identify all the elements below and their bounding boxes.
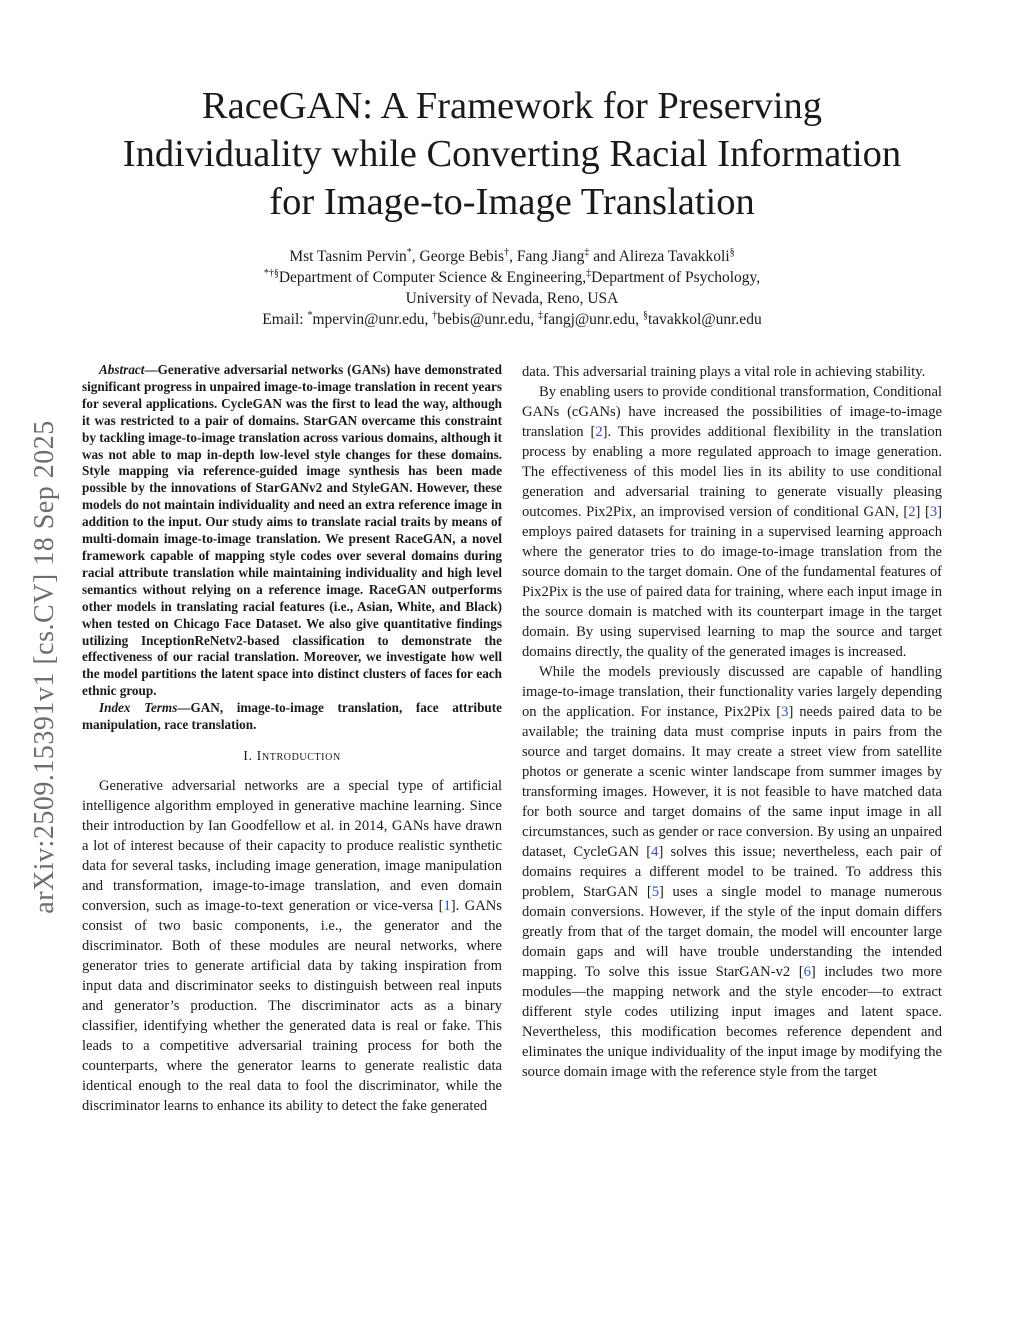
abstract-label: Abstract [99,362,145,377]
email-2: bebis@unr.edu, [437,311,539,328]
author-1-mark: * [406,247,412,258]
author-4-mark: § [729,247,735,258]
author-3: Fang Jiang [516,248,585,265]
email-label: Email: [262,311,308,328]
intro-paragraph-3 [522,662,942,1082]
affiliation-1-marks: *†§ [263,268,279,279]
citation-link[interactable]: 1 [443,897,451,914]
citation-link[interactable]: 6 [803,964,811,980]
author-4: Alireza Tavakkoli [618,248,730,265]
citation-link[interactable]: 2 [595,424,603,440]
affiliation-2-mark: ‡ [586,268,592,279]
citation-link[interactable]: 5 [651,884,659,900]
index-terms-text: —GAN, image-to-image translation, face attribute manipulation, race translation. [82,700,502,733]
abstract [82,362,502,700]
affiliation-1-text: Department of Computer Science & Engineering, [278,269,587,286]
paragraph-text: ] solves this issue; nevertheless, each pair of domains requires a different model to be trained. To address this problem, StarGAN [ [522,844,943,900]
email-2-mark: † [432,310,438,321]
intro-paragraph-2 [522,382,942,662]
title-line-2: Individuality while Converting Racial Information [122,133,902,175]
author-separator: , [411,248,420,265]
citation-link[interactable]: 3 [929,504,938,520]
paragraph-text: ]. GANs consist of two basic components, i.e., the generator and the discriminator. Both of these modules are neural networks, where generator tries to generate artificial data by taking inspiration from input data and discriminator seeks to distinguish between real inputs and generator’s production. The discriminator acts as a binary classifier, identifying whether the generated data is real or fake. This leads to a competitive adversarial training process for both the counterparts, where the generator learns to generate realistic data identical enough to the real data to fool the discriminator, while the discriminator learns to enhance its ability to detect the fake generated [82,897,502,1114]
section-heading: I. Introduction [243,748,341,764]
affiliation-line-1 [90,267,934,288]
email-4-mark: § [642,310,648,321]
email-1-mark: * [307,310,313,321]
email-3-mark: ‡ [538,310,544,321]
index-terms-label: Index Terms [99,700,178,716]
arxiv-identifier-text: arXiv:2509.15391v1 [cs.CV] 18 Sep 2025 [29,420,60,914]
title-line-1: RaceGAN: A Framework for Preserving [201,85,823,127]
author-names [90,246,934,267]
email-1: mpervin@unr.edu, [312,311,433,328]
index-terms [82,700,502,734]
author-1: Mst Tasnim Pervin [289,248,407,265]
paper-title [90,82,934,226]
author-3-mark: ‡ [584,247,590,258]
paragraph-text: Generative adversarial networks are a special type of artificial intelligence algorithm employed in generative machine learning. Since their introduction by Ian Goodfellow et al. in 2014, GANs have drawn a lot of interest because of their capacity to produce realistic synthetic data for several tasks, including image generation, image manipulation and transformation, image-to-image translation, and even domain conversion, such as image-to-text generation or vice-versa [ [82,777,502,914]
paragraph-text: ] includes two more modules—the mapping network and the style encoder—to extract different style codes utilizing input images and latent space. Nevertheless, this modification becomes reference dependent and eliminates the unique individuality of the input image by modifying the source domain image with the reference style from the target [522,964,942,1080]
author-separator: and [589,248,619,265]
intro-paragraph-1 [82,776,502,1116]
paragraph-text: ] [ [915,504,930,520]
citation-link[interactable]: 4 [651,844,659,860]
author-2-mark: † [504,247,510,258]
author-block [90,246,934,330]
arxiv-identifier [30,372,60,962]
email-3: fangj@unr.edu, [543,311,643,328]
title-line-3: for Image-to-Image Translation [269,181,755,223]
paragraph-text: ] uses a single model to manage numerous domain conversions. However, if the style of the input domain differs greatly from that of the target domain, the model will encounter large domain gaps and will have trouble understanding the intended mapping. To solve this issue StarGAN-v2 [ [522,884,942,980]
right-column [522,362,942,1082]
email-4: tavakkol@unr.edu [647,311,762,328]
author-separator: , [509,248,517,265]
paragraph-text: ] needs paired data to be available; the training data must comprise inputs in pairs from the source and target domains. It may create a street view from satellite photos or generate a scenic winter landscape from summer images by transforming images. However, it is not feasible to have matched data for both source and target domains of the same input image in all circumstances, such as gender or race conversion. By using an unpaired dataset, CycleGAN [ [522,704,942,860]
affiliation-line-2: University of Nevada, Reno, USA [405,290,619,307]
paragraph-text: ]. This provides additional flexibility in the translation process by enabling a more regulated approach to image generation. The effectiveness of this model lies in its ability to use conditional generation and adversarial training to generate visually pleasing outcomes. Pix2Pix, an improvised version of conditional GAN, [ [522,424,942,520]
left-column [82,362,502,1116]
citation-link[interactable]: 3 [781,704,789,720]
paragraph-text: ] employs paired datasets for training in a supervised learning approach where the generator tries to do image-to-image translation from the source domain to the target domain. One of the fundamental features of Pix2Pix is the use of paired data for training, where each input image in the source domain is matched with its counterpart image in the target domain. By using supervised learning to map the source and target domains directly, the quality of the generated images is increased. [522,504,942,660]
email-line [90,309,934,330]
author-2: George Bebis [419,248,505,265]
citation-link[interactable]: 2 [908,504,916,520]
affiliation-2-text: Department of Psychology, [591,269,761,286]
abstract-text: —Generative adversarial networks (GANs) have demonstrated significant progress in unpaired image-to-image translation in recent years for several applications. CycleGAN was the first to lead the way, although it was restricted to a pair of domains. StarGAN overcame this constraint by tackling image-to-image translation across various domains, although it was not able to map in-depth low-level style changes for these domains. Style mapping via reference-guided image synthesis has been made possible by the innovations of StarGANv2 and StyleGAN. However, these models do not maintain individuality and need an extra reference image in addition to the input. Our study aims to translate racial traits by means of multi-domain image-to-image translation. We present RaceGAN, a novel framework capable of mapping style codes over several domains during racial attribute translation while maintaining individuality and high level semantics without relying on a reference image. RaceGAN outperforms other models in translating racial features (i.e., Asian, White, and Black) when tested on Chicago Face Dataset. We also give quantitative findings utilizing InceptionReNetv2-based classification to demonstrate the effectiveness of our racial translation. Moreover, we investigate how well the model partitions the latent space into distinct clusters of faces for each ethnic group. [82,362,502,699]
paragraph-text: While the models previously discussed are capable of handling image-to-image translation, their functionality varies largely depending on the application. For instance, Pix2Pix [ [522,664,942,720]
paragraph-text: By enabling users to provide conditional transformation, Conditional GANs (cGANs) have increased the possibilities of image-to-image translation [ [522,384,942,440]
continued-paragraph: data. This adversarial training plays a vital role in achieving stability. [522,364,926,380]
